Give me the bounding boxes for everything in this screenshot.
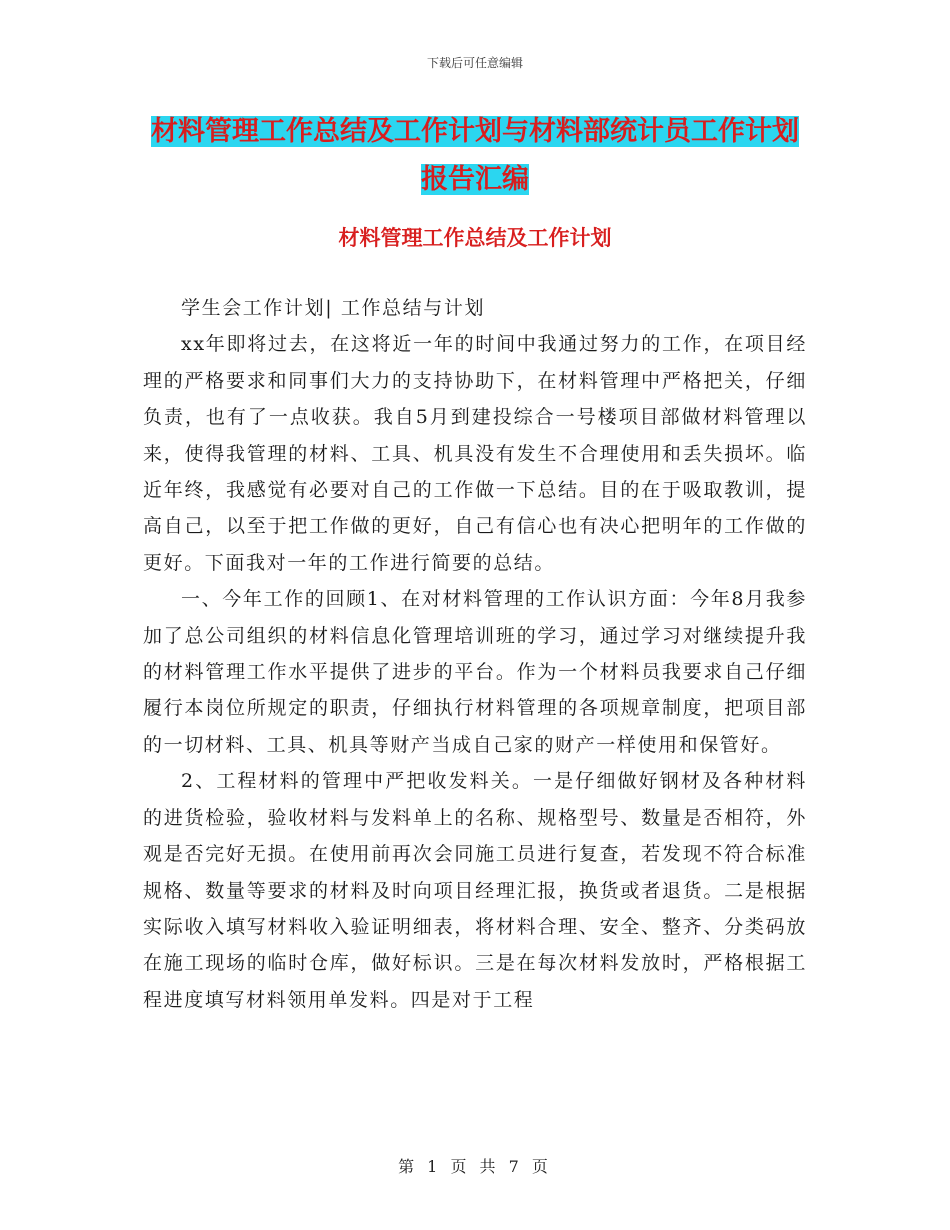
paragraph-1: 学生会工作计划| 工作总结与计划 xyxy=(181,297,486,319)
paragraph-3: 一、今年工作的回顾1、在对材料管理的工作认识方面：今年8月我参加了总公司组织的材料信息化管理培训班的学习，通过学习对继续提升我的材料管理工作水平提供了进步的平台。作为一个材料员我要求自己仔细履行本岗位所规定的职责，仔细执行材料管理的各项规章制度，把项目部的一切材料、工具、机具等财产当成自己家的财产一样使用和保管好。 xyxy=(143,588,807,756)
section-title: 材料管理工作总结及工作计划 xyxy=(338,226,612,250)
document-title-highlight: 材料管理工作总结及工作计划与材料部统计员工作计划报告汇编 xyxy=(151,116,799,195)
paragraph-4: 2、工程材料的管理中严把收发料关。一是仔细做好钢材及各种材料的进货检验，验收材料与发料单上的名称、规格型号、数量是否相符，外观是否完好无损。在使用前再次会同施工员进行复查，若发现不符合标准规格、数量等要求的材料及时向项目经理汇报，换货或者退货。二是根据实际收入填写材料收入验证明细表，将材料合理、安全、整齐、分类码放在施工现场的临时仓库，做好标识。三是在每次材料发放时，严格根据工程进度填写材料领用单发料。四是对于工程 xyxy=(143,770,807,1011)
paragraph-2: xx年即将过去，在这将近一年的时间中我通过努力的工作，在项目经理的严格要求和同事们大力的支持协助下，在材料管理中严格把关，仔细负责，也有了一点收获。我自5月到建投综合一号楼项目部做材料管理以来，使得我管理的材料、工具、机具没有发生不合理使用和丢失损坏。临近年终，我感觉有必要对自己的工作做一下总结。目的在于吸取教训，提高自己，以至于把工作做的更好，自己有信心也有决心把明年的工作做的更好。下面我对一年的工作进行简要的总结。 xyxy=(143,333,807,574)
page-footer: 第 1 页 共 7 页 xyxy=(398,1157,552,1176)
header-note: 下载后可任意编辑 xyxy=(426,56,523,70)
document-body xyxy=(143,290,807,1018)
document-title xyxy=(140,108,810,204)
